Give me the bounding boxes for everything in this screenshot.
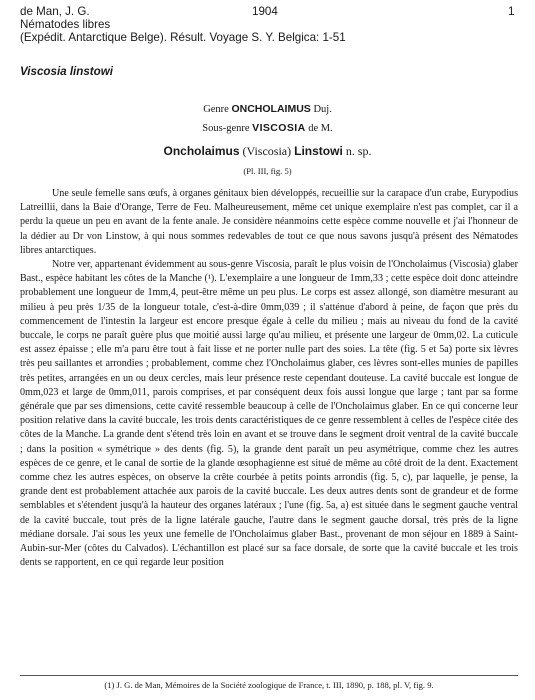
- article-body: [20, 187, 518, 570]
- subgenus-prefix: Sous-genre: [202, 123, 253, 134]
- year: 1904: [252, 5, 278, 18]
- paragraph: Notre ver, appartenant évidemment au sous-genre Viscosia, paraît le plus voisin de l'Oncholaimus (Viscosia) glaber Bast., espèce habitant les côtes de la Manche (¹). L'exemplaire a une longueur de 1mm,33 ; cette espèce doit donc atteindre probablement une longueur de 1mm,4, peut-être même un peu plus. Le corps est assez allongé, son diamètre mesurant au milieu à peu près 1/35 de la longueur totale, c'est-à-dire 0mm,039 ; il s'atténue d'abord à peine, de façon que près du commencement de l'intestin la largeur est encore presque égale à celle du milieu ; mais au niveau du fond de la cavité buccale, le corps ne paraît guère plus que moitié aussi large qu'au milieu, et présente une largeur de 0mm,02. La cuticule est assez épaisse ; elle m'a paru être tout à fait lisse et ne porter nulle part des soies. La tête (fig. 5 et 5a) porte six lèvres très peu saillantes et arrondies ; probablement, comme chez l'Oncholaimus glaber, ces lèvres sont-elles munies de papilles très petites, arrangées en un ou deux cercles, mais leur présence reste cependant douteuse. La cavité buccale est longue de 0mm,023 et large de 0mm,011, parois comprises, et par conséquent deux fois aussi longue que large ; tant par sa forme générale que par ses dimensions, cette cavité ressemble beaucoup à celle de l'Oncholaimus glaber. En ce qui concerne leur position relative dans la cavité buccale, les trois dents caractéristiques de ce genre ressemblent à celles de l'espèce citée des côtes de la Manche. La grande dent s'étend très loin en avant et se trouve dans le segment droit ventral de la cavité buccale ; dans la position « symétrique » des dents (fig. 5), la grande dent paraît un peu asymétrique, comme chez les autres espèces de ce genre, et le canal de sortie de la glande œsophagienne est situé de même au côté droit de la dent. Exactement comme chez les autres espèces, on observe la crête courbée à petits points arrondis (fig. 5, c), par laquelle, je pense, la grande dent est probablement attachée aux parois de la cavité buccale. Les deux autres dents sont de grandeur et de forme semblables et s'étendent jusqu'à la hauteur des organes latéraux ; l'une (fig. 5a, a) est située dans le segment gauche ventral de la cavité buccale, tout près de la ligne latérale gauche, l'autre dans le segment gauche dorsal, très près de la ligne médiane dorsale. J'ai sous les yeux une femelle de l'Oncholaimus glaber Bast., provenant de mon séjour en 1889 à Saint-Aubin-sur-Mer (côtes du Calvados). L'échantillon est placé sur sa face dorsale, de sorte que la cavité buccale et les trois dents se rapportent, en ce qui regarde leur position: [20, 259, 518, 569]
- genus-line: [0, 103, 535, 116]
- genus-name: ONCHOLAIMUS: [231, 103, 311, 115]
- source-title: Nématodes libres: [20, 18, 111, 31]
- taxon-name: Viscosia linstowi: [20, 65, 113, 78]
- species-genus: Oncholaimus: [163, 144, 240, 158]
- genus-prefix: Genre: [203, 104, 232, 115]
- subgenus-line: [0, 122, 535, 135]
- species-name: Linstowi: [294, 144, 343, 158]
- genus-author: Duj.: [310, 104, 332, 115]
- source-citation: (Expédit. Antarctique Belge). Résult. Voyage S. Y. Belgica: 1-51: [20, 31, 346, 44]
- plate-reference: (Pl. III, fig. 5): [243, 166, 292, 176]
- species-suffix: n. sp.: [342, 144, 372, 158]
- species-subgenus: (Viscosia): [239, 144, 295, 158]
- author: de Man, J. G.: [20, 5, 90, 18]
- page-number: 1: [508, 5, 515, 18]
- footnote: (1) J. G. de Man, Mémoires de la Société zoologique de France, t. III, 1890, p. 188, pl. V, fig. 9.: [104, 680, 434, 690]
- footnote-divider: [20, 675, 518, 676]
- subgenus-author: de M.: [305, 123, 333, 134]
- paragraph: Une seule femelle sans œufs, à organes génitaux bien développés, recueillie sur la carapace d'un crabe, Eurypodius Latreillii, dans la Baie d'Orange, Terre de Feu. Malheureusement, même cet unique exemplaire n'est pas complet, car il a perdu la queue un peu en avant de la fente anale. Je considère néanmoins cette espèce comme nouvelle et j'ai l'honneur de la dédier au Dr von Linstow, à qui nous sommes redevables de tout ce que nous savons jusqu'à présent des Nématodes libres antarctiques.: [20, 188, 518, 256]
- subgenus-name: VISCOSIA: [252, 122, 306, 134]
- species-heading: [0, 144, 535, 159]
